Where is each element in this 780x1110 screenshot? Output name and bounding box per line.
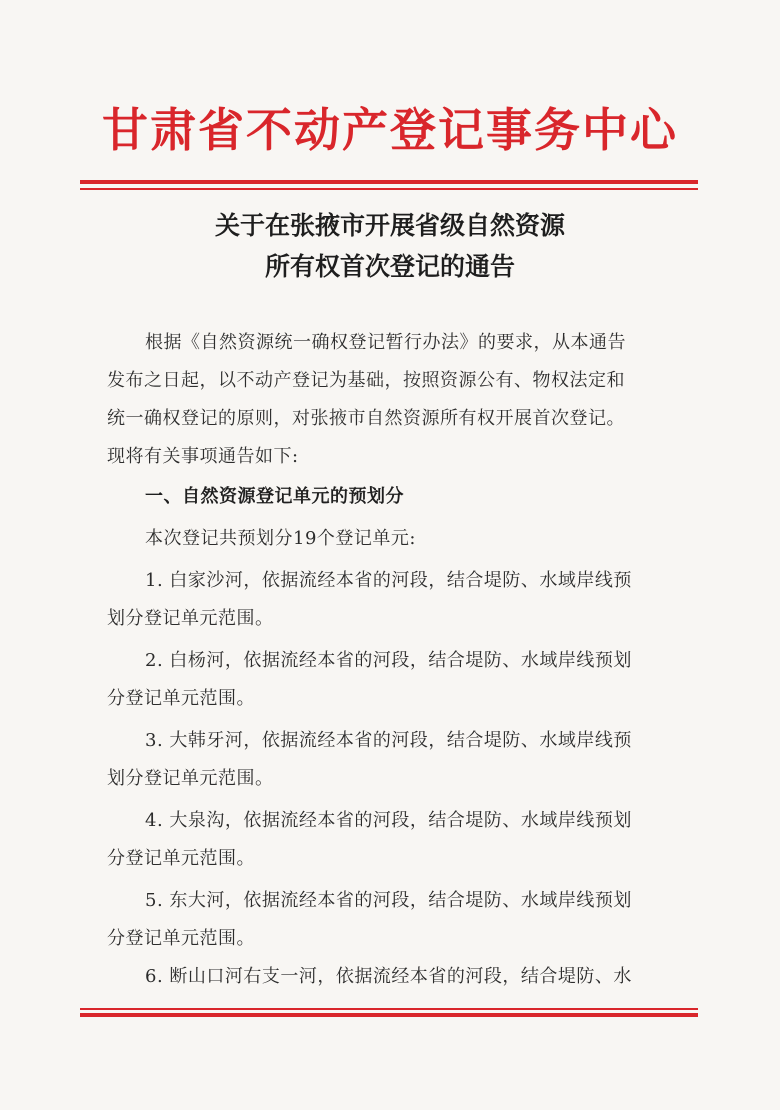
list-item-1-line-1: 1. 白家沙河，依据流经本省的河段，结合堤防、水域岸线预 — [145, 570, 632, 591]
list-item-4-line-1: 4. 大泉沟，依据流经本省的河段，结合堤防、水域岸线预划 — [145, 810, 632, 831]
footer-red-rule-thin — [80, 1008, 698, 1010]
paragraph-1-line-2: 发布之日起，以不动产登记为基础，按照资源公有、物权法定和 — [107, 370, 625, 391]
paragraph-1-line-4: 现将有关事项通告如下: — [107, 446, 299, 467]
paragraph-1-line-3: 统一确权登记的原则，对张掖市自然资源所有权开展首次登记。 — [107, 408, 625, 429]
list-item-3-line-1: 3. 大韩牙河，依据流经本省的河段，结合堤防、水域岸线预 — [145, 730, 632, 751]
list-item-5-line-2: 分登记单元范围。 — [107, 928, 255, 949]
list-item-6-line-1: 6. 断山口河右支一河，依据流经本省的河段，结合堤防、水 — [145, 966, 632, 987]
list-item-1-line-2: 划分登记单元范围。 — [107, 608, 274, 629]
list-item-3-line-2: 划分登记单元范围。 — [107, 768, 274, 789]
list-item-4-line-2: 分登记单元范围。 — [107, 848, 255, 869]
section-1-heading: 一、自然资源登记单元的预划分 — [145, 486, 404, 507]
notice-title-line-1: 关于在张掖市开展省级自然资源 — [214, 211, 565, 240]
section-1-intro: 本次登记共预划分19个登记单元: — [145, 528, 416, 549]
header-red-rule-thin — [80, 188, 698, 190]
issuing-organization-masthead: 甘肃省不动产登记事务中心 — [102, 103, 678, 157]
notice-title-line-2: 所有权首次登记的通告 — [264, 252, 515, 281]
list-item-5-line-1: 5. 东大河，依据流经本省的河段，结合堤防、水域岸线预划 — [145, 890, 632, 911]
footer-red-rule-thick — [80, 1013, 698, 1017]
list-item-2-line-1: 2. 白杨河，依据流经本省的河段，结合堤防、水域岸线预划 — [145, 650, 632, 671]
header-red-rule-thick — [80, 180, 698, 184]
list-item-2-line-2: 分登记单元范围。 — [107, 688, 255, 709]
paragraph-1-line-1: 根据《自然资源统一确权登记暂行办法》的要求，从本通告 — [145, 332, 626, 353]
